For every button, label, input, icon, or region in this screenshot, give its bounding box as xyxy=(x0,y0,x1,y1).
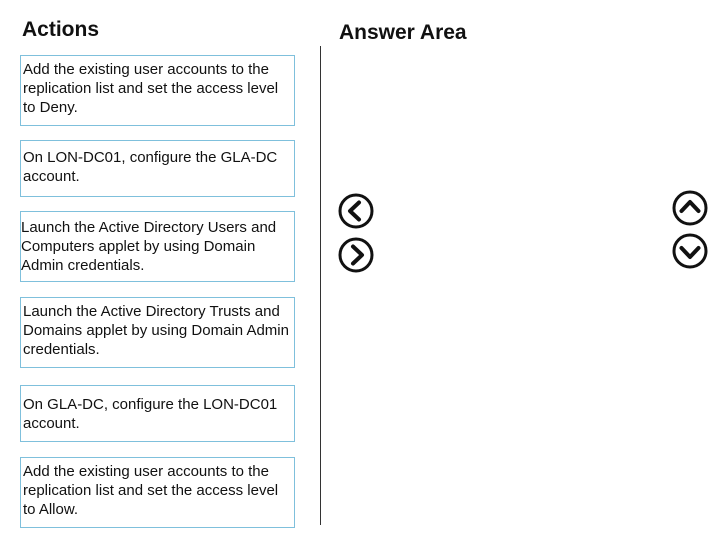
move-up-button[interactable] xyxy=(672,190,708,226)
action-item-4[interactable]: Launch the Active Directory Trusts and Domains applet by using Domain Admin credentials. xyxy=(20,297,295,368)
action-item-3[interactable]: Launch the Active Directory Users and Computers applet by using Domain Admin credentials. xyxy=(20,211,295,282)
action-item-2[interactable]: On LON-DC01, configure the GLA-DC account. xyxy=(20,140,295,197)
answer-area-heading: Answer Area xyxy=(339,21,467,44)
chevron-up-circle-icon xyxy=(672,190,708,226)
move-left-button[interactable] xyxy=(338,193,374,229)
column-divider xyxy=(320,46,321,525)
actions-heading: Actions xyxy=(22,18,100,41)
action-item-1[interactable]: Add the existing user accounts to the replication list and set the access level to Deny. xyxy=(20,55,295,126)
chevron-down-circle-icon xyxy=(672,233,708,269)
action-item-6[interactable]: Add the existing user accounts to the replication list and set the access level to Allow. xyxy=(20,457,295,528)
chevron-left-circle-icon xyxy=(338,193,374,229)
move-right-button[interactable] xyxy=(338,237,374,273)
chevron-right-circle-icon xyxy=(338,237,374,273)
action-item-5[interactable]: On GLA-DC, configure the LON-DC01 account. xyxy=(20,385,295,442)
move-down-button[interactable] xyxy=(672,233,708,269)
